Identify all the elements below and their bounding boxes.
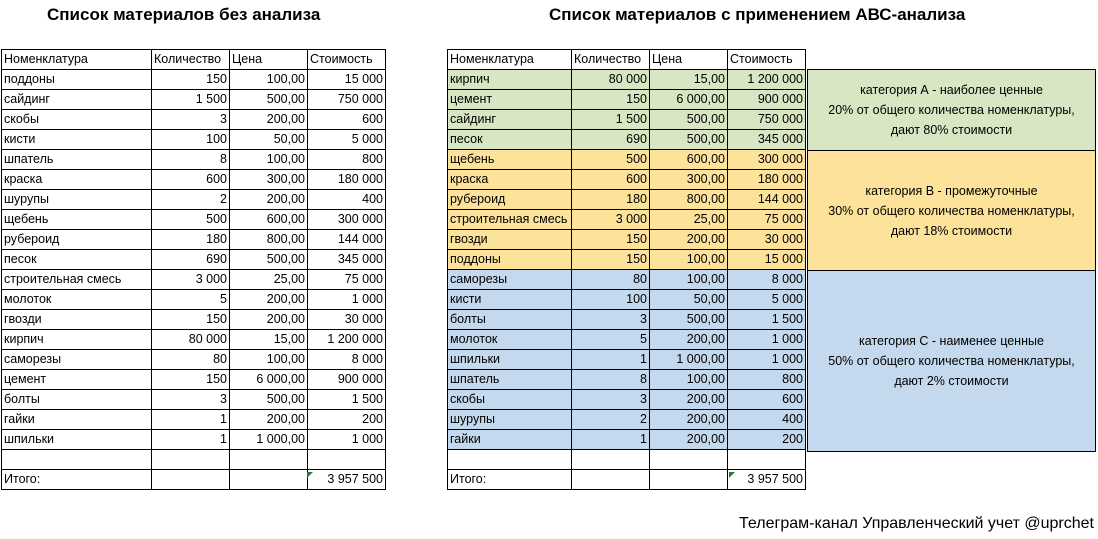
cell-name[interactable]: саморезы bbox=[448, 270, 572, 290]
empty-cell[interactable] bbox=[2, 450, 152, 470]
category-c-title: категория С - наименее ценные bbox=[859, 334, 1044, 348]
cell-name[interactable]: кисти bbox=[2, 130, 152, 150]
column-header[interactable]: Цена bbox=[650, 50, 728, 70]
cell-price[interactable]: 200,00 bbox=[230, 190, 308, 210]
cell-quantity[interactable]: 8 bbox=[572, 370, 650, 390]
cell-name[interactable]: гвозди bbox=[2, 310, 152, 330]
cell-name[interactable]: щебень bbox=[2, 210, 152, 230]
cell-quantity[interactable]: 1 bbox=[572, 350, 650, 370]
cell-cost[interactable]: 1 000 bbox=[308, 430, 386, 450]
cell-price[interactable]: 15,00 bbox=[650, 70, 728, 90]
category-b-value: дают 18% стоимости bbox=[890, 223, 1013, 238]
cell-cost[interactable]: 144 000 bbox=[728, 190, 806, 210]
table-row bbox=[448, 90, 806, 110]
cell-quantity[interactable]: 3 bbox=[572, 310, 650, 330]
cell-cost[interactable]: 1 000 bbox=[308, 290, 386, 310]
empty-cell[interactable] bbox=[650, 450, 728, 470]
cell-quantity[interactable]: 3 000 bbox=[152, 270, 230, 290]
cell-price[interactable]: 100,00 bbox=[650, 270, 728, 290]
cell-cost[interactable]: 180 000 bbox=[728, 170, 806, 190]
footer-telegram-credit: Телеграм-канал Управленческий учет @uprchet bbox=[739, 515, 1094, 532]
cell-cost[interactable]: 800 bbox=[308, 150, 386, 170]
empty-cell[interactable] bbox=[230, 450, 308, 470]
cell-price[interactable]: 25,00 bbox=[230, 270, 308, 290]
empty-cell[interactable] bbox=[728, 450, 806, 470]
cell-price[interactable]: 200,00 bbox=[650, 430, 728, 450]
empty-cell[interactable] bbox=[448, 450, 572, 470]
cell-price[interactable]: 200,00 bbox=[650, 330, 728, 350]
cell-name[interactable]: песок bbox=[448, 130, 572, 150]
cell-quantity[interactable]: 100 bbox=[572, 290, 650, 310]
category-b-note bbox=[807, 150, 1096, 271]
cell-error-indicator-icon bbox=[307, 472, 313, 478]
table-row bbox=[448, 390, 806, 410]
cell-quantity[interactable]: 80 bbox=[152, 350, 230, 370]
cell-price[interactable]: 15,00 bbox=[230, 330, 308, 350]
table-row bbox=[2, 270, 386, 290]
empty-cell[interactable] bbox=[572, 470, 650, 490]
cell-cost[interactable]: 400 bbox=[728, 410, 806, 430]
table-row bbox=[2, 190, 386, 210]
cell-name[interactable]: саморезы bbox=[2, 350, 152, 370]
cell-price[interactable]: 300,00 bbox=[650, 170, 728, 190]
cell-price[interactable]: 200,00 bbox=[650, 230, 728, 250]
table-row bbox=[448, 290, 806, 310]
cell-name[interactable]: гвозди bbox=[448, 230, 572, 250]
cell-price[interactable]: 200,00 bbox=[230, 290, 308, 310]
cell-price[interactable]: 500,00 bbox=[650, 130, 728, 150]
cell-price[interactable]: 50,00 bbox=[650, 290, 728, 310]
cell-cost[interactable]: 8 000 bbox=[728, 270, 806, 290]
cell-name[interactable]: поддоны bbox=[448, 250, 572, 270]
table-row bbox=[448, 370, 806, 390]
cell-quantity[interactable]: 1 bbox=[152, 430, 230, 450]
table-row bbox=[448, 410, 806, 430]
cell-cost[interactable]: 300 000 bbox=[308, 210, 386, 230]
cell-name[interactable]: молоток bbox=[448, 330, 572, 350]
table-row bbox=[2, 310, 386, 330]
cell-cost[interactable]: 1 500 bbox=[728, 310, 806, 330]
cell-name[interactable]: кирпич bbox=[448, 70, 572, 90]
cell-cost[interactable]: 200 bbox=[728, 430, 806, 450]
materials-table-plain bbox=[1, 49, 386, 490]
column-header[interactable]: Номенклатура bbox=[448, 50, 572, 70]
cell-cost[interactable]: 800 bbox=[728, 370, 806, 390]
category-a-title: категория А - наиболее ценные bbox=[860, 83, 1043, 97]
cell-price[interactable]: 500,00 bbox=[230, 390, 308, 410]
cell-price[interactable]: 100,00 bbox=[230, 150, 308, 170]
cell-name[interactable]: кирпич bbox=[2, 330, 152, 350]
table-row bbox=[448, 350, 806, 370]
cell-price[interactable]: 600,00 bbox=[230, 210, 308, 230]
empty-cell[interactable] bbox=[230, 470, 308, 490]
category-a-note bbox=[807, 69, 1096, 151]
cell-name[interactable]: шпатель bbox=[2, 150, 152, 170]
table-row bbox=[448, 330, 806, 350]
cell-cost[interactable]: 750 000 bbox=[728, 110, 806, 130]
cell-price[interactable]: 200,00 bbox=[650, 390, 728, 410]
cell-quantity[interactable]: 150 bbox=[152, 70, 230, 90]
cell-price[interactable]: 50,00 bbox=[230, 130, 308, 150]
category-b-title: категория В - промежуточные bbox=[865, 183, 1038, 198]
cell-price[interactable]: 6 000,00 bbox=[650, 90, 728, 110]
total-value[interactable]: 3 957 500 bbox=[728, 470, 806, 490]
table-row bbox=[448, 430, 806, 450]
cell-cost[interactable]: 8 000 bbox=[308, 350, 386, 370]
cell-cost[interactable]: 600 bbox=[728, 390, 806, 410]
table-row bbox=[2, 390, 386, 410]
table-row bbox=[2, 110, 386, 130]
cell-cost[interactable]: 300 000 bbox=[728, 150, 806, 170]
cell-name[interactable]: песок bbox=[2, 250, 152, 270]
column-header[interactable]: Стоимость bbox=[728, 50, 806, 70]
cell-name[interactable]: рубероид bbox=[448, 190, 572, 210]
table-row bbox=[2, 90, 386, 110]
total-row bbox=[2, 470, 386, 490]
cell-name[interactable]: скобы bbox=[2, 110, 152, 130]
cell-quantity[interactable]: 3 bbox=[572, 390, 650, 410]
cell-name[interactable]: краска bbox=[2, 170, 152, 190]
cell-cost[interactable]: 1 200 000 bbox=[728, 70, 806, 90]
cell-quantity[interactable]: 500 bbox=[572, 150, 650, 170]
cell-quantity[interactable]: 3 bbox=[152, 390, 230, 410]
category-c-note bbox=[807, 270, 1096, 452]
cell-price[interactable]: 1 000,00 bbox=[230, 430, 308, 450]
cell-name[interactable]: гайки bbox=[2, 410, 152, 430]
category-a-share: 20% от общего количества номенклатуры, bbox=[828, 103, 1075, 117]
empty-cell[interactable] bbox=[152, 470, 230, 490]
cell-name[interactable]: рубероид bbox=[2, 230, 152, 250]
column-header[interactable]: Количество bbox=[152, 50, 230, 70]
cell-price[interactable]: 800,00 bbox=[230, 230, 308, 250]
total-label[interactable]: Итого: bbox=[2, 470, 152, 490]
cell-quantity[interactable]: 2 bbox=[152, 190, 230, 210]
category-a-value: дают 80% стоимости bbox=[890, 123, 1013, 137]
table-row bbox=[448, 310, 806, 330]
cell-price[interactable]: 300,00 bbox=[230, 170, 308, 190]
cell-price[interactable]: 100,00 bbox=[650, 370, 728, 390]
category-c-share: 50% от общего количества номенклатуры, bbox=[828, 354, 1075, 368]
cell-cost[interactable]: 1 000 bbox=[728, 330, 806, 350]
empty-cell[interactable] bbox=[152, 450, 230, 470]
cell-quantity[interactable]: 5 bbox=[152, 290, 230, 310]
cell-name[interactable]: строительная смесь bbox=[448, 210, 572, 230]
cell-cost[interactable]: 345 000 bbox=[308, 250, 386, 270]
cell-name[interactable]: сайдинг bbox=[2, 90, 152, 110]
cell-quantity[interactable]: 690 bbox=[572, 130, 650, 150]
cell-quantity[interactable]: 180 bbox=[152, 230, 230, 250]
cell-cost[interactable]: 180 000 bbox=[308, 170, 386, 190]
cell-quantity[interactable]: 690 bbox=[152, 250, 230, 270]
total-row bbox=[448, 470, 806, 490]
cell-cost[interactable]: 30 000 bbox=[728, 230, 806, 250]
category-b-share: 30% от общего количества номенклатуры, bbox=[828, 203, 1075, 218]
cell-quantity[interactable]: 1 bbox=[152, 410, 230, 430]
table-row bbox=[448, 150, 806, 170]
cell-quantity[interactable]: 1 bbox=[572, 430, 650, 450]
cell-error-indicator-icon bbox=[729, 472, 735, 478]
cell-cost[interactable]: 144 000 bbox=[308, 230, 386, 250]
cell-quantity[interactable]: 150 bbox=[572, 250, 650, 270]
cell-quantity[interactable]: 150 bbox=[572, 230, 650, 250]
cell-name[interactable]: гайки bbox=[448, 430, 572, 450]
table-row bbox=[2, 430, 386, 450]
cell-cost[interactable]: 400 bbox=[308, 190, 386, 210]
table-row bbox=[2, 370, 386, 390]
empty-cell[interactable] bbox=[572, 450, 650, 470]
cell-name[interactable]: цемент bbox=[448, 90, 572, 110]
cell-price[interactable]: 6 000,00 bbox=[230, 370, 308, 390]
cell-quantity[interactable]: 600 bbox=[572, 170, 650, 190]
cell-quantity[interactable]: 180 bbox=[572, 190, 650, 210]
table-row bbox=[2, 410, 386, 430]
cell-price[interactable]: 500,00 bbox=[650, 310, 728, 330]
table-row bbox=[448, 70, 806, 90]
cell-price[interactable]: 100,00 bbox=[230, 70, 308, 90]
cell-cost[interactable]: 1 000 bbox=[728, 350, 806, 370]
materials-table-abc bbox=[447, 49, 806, 490]
cell-cost[interactable]: 75 000 bbox=[308, 270, 386, 290]
cell-price[interactable]: 800,00 bbox=[650, 190, 728, 210]
table-row bbox=[2, 290, 386, 310]
cell-name[interactable]: шпильки bbox=[2, 430, 152, 450]
table-row bbox=[2, 210, 386, 230]
cell-price[interactable]: 500,00 bbox=[230, 90, 308, 110]
cell-cost[interactable]: 345 000 bbox=[728, 130, 806, 150]
cell-price[interactable]: 600,00 bbox=[650, 150, 728, 170]
table-row bbox=[2, 70, 386, 90]
cell-quantity[interactable]: 600 bbox=[152, 170, 230, 190]
cell-cost[interactable]: 15 000 bbox=[308, 70, 386, 90]
cell-name[interactable]: цемент bbox=[2, 370, 152, 390]
cell-name[interactable]: кисти bbox=[448, 290, 572, 310]
cell-quantity[interactable]: 500 bbox=[152, 210, 230, 230]
empty-row bbox=[2, 450, 386, 470]
column-header[interactable]: Количество bbox=[572, 50, 650, 70]
table-row bbox=[448, 250, 806, 270]
cell-quantity[interactable]: 2 bbox=[572, 410, 650, 430]
cell-name[interactable]: сайдинг bbox=[448, 110, 572, 130]
cell-quantity[interactable]: 80 000 bbox=[572, 70, 650, 90]
cell-name[interactable]: скобы bbox=[448, 390, 572, 410]
cell-cost[interactable]: 5 000 bbox=[308, 130, 386, 150]
table-row bbox=[2, 230, 386, 250]
cell-price[interactable]: 200,00 bbox=[230, 110, 308, 130]
cell-price[interactable]: 1 000,00 bbox=[650, 350, 728, 370]
cell-cost[interactable]: 200 bbox=[308, 410, 386, 430]
empty-row bbox=[448, 450, 806, 470]
cell-quantity[interactable]: 100 bbox=[152, 130, 230, 150]
cell-name[interactable]: болты bbox=[2, 390, 152, 410]
cell-cost[interactable]: 1 200 000 bbox=[308, 330, 386, 350]
cell-name[interactable]: поддоны bbox=[2, 70, 152, 90]
table-header-row bbox=[2, 50, 386, 70]
cell-name[interactable]: щебень bbox=[448, 150, 572, 170]
cell-price[interactable]: 500,00 bbox=[230, 250, 308, 270]
table-row bbox=[448, 170, 806, 190]
cell-name[interactable]: шурупы bbox=[448, 410, 572, 430]
cell-name[interactable]: шурупы bbox=[2, 190, 152, 210]
cell-quantity[interactable]: 8 bbox=[152, 150, 230, 170]
cell-quantity[interactable]: 150 bbox=[152, 310, 230, 330]
cell-quantity[interactable]: 80 bbox=[572, 270, 650, 290]
table-row bbox=[448, 190, 806, 210]
table-row bbox=[448, 230, 806, 250]
table-row bbox=[2, 130, 386, 150]
column-header[interactable]: Стоимость bbox=[308, 50, 386, 70]
cell-quantity[interactable]: 3 bbox=[152, 110, 230, 130]
cell-price[interactable]: 200,00 bbox=[650, 410, 728, 430]
table-header-row bbox=[448, 50, 806, 70]
cell-name[interactable]: болты bbox=[448, 310, 572, 330]
table-row bbox=[2, 150, 386, 170]
total-value[interactable]: 3 957 500 bbox=[308, 470, 386, 490]
cell-price[interactable]: 500,00 bbox=[650, 110, 728, 130]
cell-quantity[interactable]: 150 bbox=[152, 370, 230, 390]
cell-quantity[interactable]: 1 500 bbox=[152, 90, 230, 110]
cell-price[interactable]: 200,00 bbox=[230, 410, 308, 430]
table-row bbox=[448, 210, 806, 230]
cell-name[interactable]: шпатель bbox=[448, 370, 572, 390]
table-row bbox=[2, 250, 386, 270]
cell-quantity[interactable]: 80 000 bbox=[152, 330, 230, 350]
total-label[interactable]: Итого: bbox=[448, 470, 572, 490]
cell-price[interactable]: 100,00 bbox=[230, 350, 308, 370]
cell-cost[interactable]: 75 000 bbox=[728, 210, 806, 230]
cell-price[interactable]: 100,00 bbox=[650, 250, 728, 270]
cell-price[interactable]: 25,00 bbox=[650, 210, 728, 230]
cell-name[interactable]: молоток bbox=[2, 290, 152, 310]
title-no-analysis: Список материалов без анализа bbox=[47, 5, 321, 24]
cell-cost[interactable]: 5 000 bbox=[728, 290, 806, 310]
table-row bbox=[448, 270, 806, 290]
cell-price[interactable]: 200,00 bbox=[230, 310, 308, 330]
cell-cost[interactable]: 1 500 bbox=[308, 390, 386, 410]
cell-name[interactable]: краска bbox=[448, 170, 572, 190]
category-c-value: дают 2% стоимости bbox=[894, 374, 1009, 388]
empty-cell[interactable] bbox=[308, 450, 386, 470]
empty-cell[interactable] bbox=[650, 470, 728, 490]
cell-name[interactable]: строительная смесь bbox=[2, 270, 152, 290]
cell-cost[interactable]: 750 000 bbox=[308, 90, 386, 110]
column-header[interactable]: Цена bbox=[230, 50, 308, 70]
table-row bbox=[2, 170, 386, 190]
table-row bbox=[448, 130, 806, 150]
table-row bbox=[2, 330, 386, 350]
cell-cost[interactable]: 900 000 bbox=[308, 370, 386, 390]
cell-quantity[interactable]: 3 000 bbox=[572, 210, 650, 230]
table-row bbox=[448, 110, 806, 130]
cell-name[interactable]: шпильки bbox=[448, 350, 572, 370]
cell-cost[interactable]: 900 000 bbox=[728, 90, 806, 110]
column-header[interactable]: Номенклатура bbox=[2, 50, 152, 70]
cell-quantity[interactable]: 150 bbox=[572, 90, 650, 110]
cell-cost[interactable]: 600 bbox=[308, 110, 386, 130]
cell-cost[interactable]: 15 000 bbox=[728, 250, 806, 270]
title-abc-analysis: Список материалов с применением АВС-анализа bbox=[549, 5, 966, 24]
cell-quantity[interactable]: 5 bbox=[572, 330, 650, 350]
table-row bbox=[2, 350, 386, 370]
cell-quantity[interactable]: 1 500 bbox=[572, 110, 650, 130]
cell-cost[interactable]: 30 000 bbox=[308, 310, 386, 330]
